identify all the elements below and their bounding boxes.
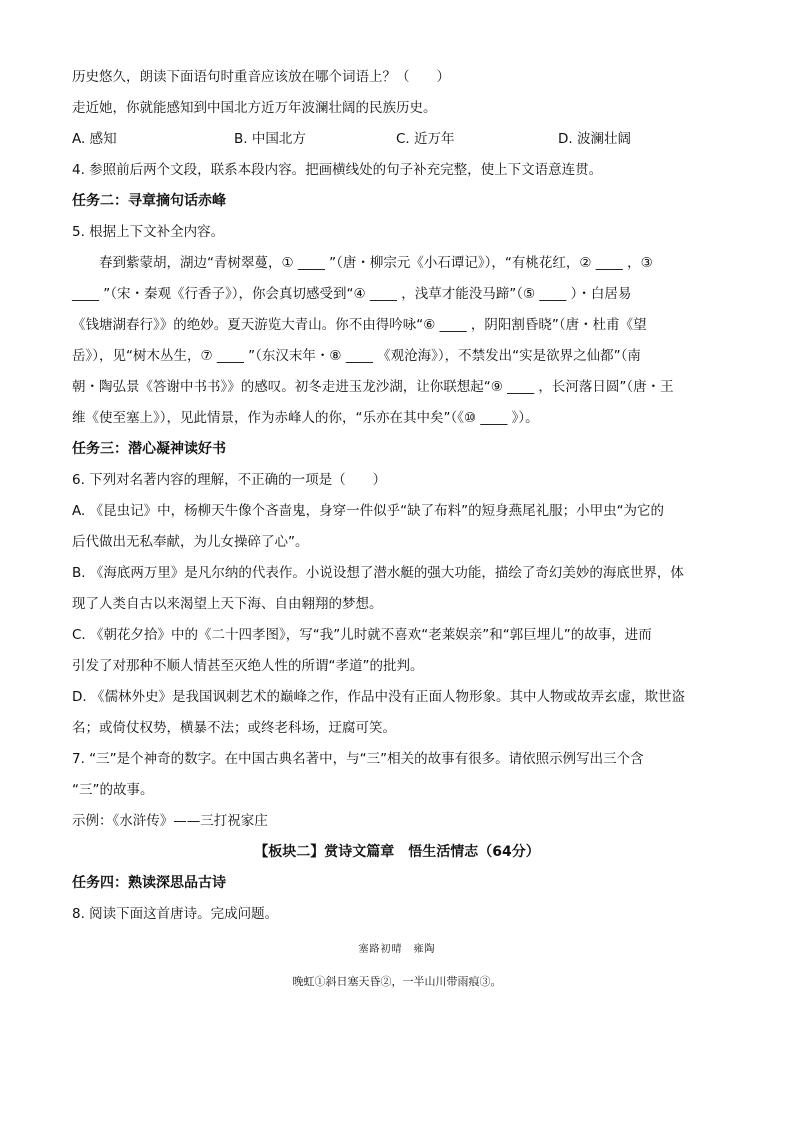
section-2-heading: 【板块二】赏诗文篇章 悟生活情志（64分） <box>254 844 540 860</box>
task-4-heading: 任务四：熟读深思品古诗 <box>72 875 226 891</box>
poem-line: 晚虹①斜日塞天昏②，一半山川带雨痕③。 <box>292 975 502 988</box>
question-6: 6. 下列对名著内容的理解，不正确的一项是（ ） <box>72 472 387 488</box>
passage-line: 维《使至塞上》），见此情景，作为赤峰人的你，“乐亦在其中矣”（《⑩ ____ 》）。 <box>72 410 539 426</box>
passage-line: 朝・陶弘景《答谢中书书》》的感叹。初冬走进玉龙沙湖，让你联想起“⑨ ____ ，长河落日圆”（唐・王 <box>72 379 674 395</box>
q6-option-line: 现了人类自古以来渴望上天下海、自由翱翔的梦想。 <box>72 596 383 612</box>
question-text: 历史悠久，朗读下面语句时重音应该放在哪个词语上？（ ） <box>72 69 450 85</box>
poem-title: 塞路初晴 雍陶 <box>358 944 436 955</box>
question-7: 7. “三”是个神奇的数字。在中国古典名著中，与“三”相关的故事有很多。请依照示例写出三个含 <box>72 751 644 767</box>
q6-option-line: C. 《朝花夕拾》中的《二十四孝图》，写“我”儿时就不喜欢“老莱娱亲”和“郭巨埋儿”的故事，进而 <box>72 627 652 643</box>
passage-line: 春到紫蒙胡，湖边“青树翠蔓，① ____ ”（唐・柳宗元《小石谭记》），“有桃花红，② ____ ，③ <box>99 255 653 271</box>
question-7-cont: “三”的故事。 <box>72 782 154 798</box>
option-d: D. 波澜壮阔 <box>558 131 631 147</box>
q6-option-line: 引发了对那种不顺人情甚至灭绝人性的所谓“孝道”的批判。 <box>72 658 424 674</box>
answer-options <box>72 124 722 155</box>
question-7-example: 示例：《水浒传》——三打祝家庄 <box>72 813 268 829</box>
question-5: 5. 根据上下文补全内容。 <box>72 224 225 240</box>
option-a: A. 感知 <box>72 131 117 147</box>
q6-option-line: D. 《儒林外史》是我国讽刺艺术的巅峰之作，作品中没有正面人物形象。其中人物或故弄玄虚，欺世盗 <box>72 689 685 705</box>
q6-option-line: 名；或倚仗权势，横暴不法；或终老科场，迂腐可笑。 <box>72 720 396 736</box>
task-2-heading: 任务二：寻章摘句话赤峰 <box>72 193 226 209</box>
passage-line: 《钱塘湖春行》》的绝妙。夏天游览大青山。你不由得吟咏“⑥ ____ ，阴阳割昏晓”（唐・杜甫《望 <box>72 317 647 333</box>
passage-line: ____ ”（宋・秦观《行香子》），你会真切感受到“④ ____ ，浅草才能没马蹄”（⑤ ____ ）・白居易 <box>72 286 632 302</box>
document-page <box>72 62 722 998</box>
q6-option-line: A. 《昆虫记》中，杨柳天牛像个吝啬鬼，身穿一件似乎“缺了布料”的短身燕尾礼服；小甲虫“为它的 <box>72 503 665 519</box>
option-b: B. 中国北方 <box>234 131 306 147</box>
q6-option-line: 后代做出无私奉献，为儿女操碎了心”。 <box>72 534 309 550</box>
passage-line: 岳》），见“树木丛生，⑦ ____ ”（东汉末年・⑧ ____ 《观沧海》），不禁发出“实是欲界之仙都”（南 <box>72 348 641 364</box>
question-sentence: 走近她，你就能感知到中国北方近万年波澜壮阔的民族历史。 <box>72 100 437 116</box>
q6-option-line: B. 《海底两万里》是凡尔纳的代表作。小说设想了潜水艇的强大功能，描绘了奇幻美妙的海底世界，体 <box>72 565 684 581</box>
option-c: C. 近万年 <box>396 131 455 147</box>
task-3-heading: 任务三：潜心凝神读好书 <box>72 441 226 457</box>
question-4: 4. 参照前后两个文段，联系本段内容。把画横线处的句子补充完整，使上下文语意连贯。 <box>72 162 603 178</box>
question-8: 8. 阅读下面这首唐诗。完成问题。 <box>72 906 279 922</box>
